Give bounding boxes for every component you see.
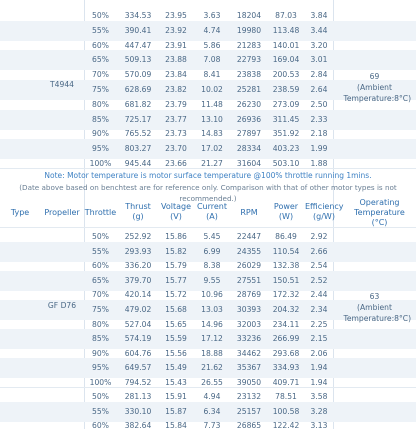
- header-current-unit: (A): [206, 212, 218, 221]
- current-cell: 5.86: [203, 40, 221, 50]
- voltage-cell: 15.91: [165, 392, 187, 401]
- current-cell: 9.55: [203, 275, 221, 285]
- efficiency-cell: 2.15: [310, 334, 328, 344]
- table-row: [0, 416, 416, 436]
- bottom-temp-value: 63: [369, 292, 380, 301]
- rpm-cell: 22793: [236, 55, 262, 65]
- header-propeller: Propeller: [44, 208, 80, 217]
- header-voltage-label: Voltage: [160, 202, 191, 211]
- header-throttle: Throttle: [84, 208, 117, 217]
- header-temp-unit: (°C): [371, 218, 388, 227]
- efficiency-cell: 2.54: [310, 261, 328, 271]
- throttle-cell: 50%: [92, 11, 109, 20]
- top-temp-note: [333, 82, 416, 104]
- thrust-cell: 527.04: [124, 319, 152, 329]
- rpm-cell: 28769: [236, 290, 262, 300]
- top-temp-note-text: (Ambient Temperature:8°C): [343, 83, 412, 103]
- current-cell: 17.12: [201, 334, 223, 344]
- rpm-cell: 30393: [236, 305, 262, 314]
- rpm-cell: 23132: [236, 392, 262, 401]
- rpm-cell: 31604: [236, 159, 262, 168]
- efficiency-cell: 3.58: [310, 392, 328, 401]
- current-cell: 13.03: [201, 305, 223, 314]
- voltage-cell: 15.43: [165, 378, 187, 387]
- voltage-cell: 15.87: [165, 406, 187, 416]
- header-temp-label: Operating: [359, 198, 400, 207]
- efficiency-cell: 2.06: [310, 348, 328, 358]
- thrust-cell: 281.13: [124, 392, 152, 401]
- efficiency-cell: 3.84: [310, 11, 328, 20]
- rpm-cell: 26230: [236, 99, 262, 109]
- top-temp-value: 69: [369, 72, 380, 81]
- rpm-cell: 26865: [236, 421, 262, 431]
- throttle-cell: 65%: [92, 55, 109, 65]
- header-thrust-label: Thrust: [125, 202, 151, 211]
- rpm-cell: 21283: [236, 40, 262, 50]
- voltage-cell: 15.72: [165, 290, 187, 300]
- header-power-unit: (W): [278, 212, 294, 221]
- thrust-cell: 803.27: [124, 144, 152, 154]
- efficiency-cell: 3.13: [310, 421, 328, 431]
- note-motor-temp: Note: Motor temperature is motor surface temperature @100% throttle running 1mins.: [44, 171, 372, 180]
- header-efficiency-label: Efficiency: [305, 202, 344, 211]
- rpm-cell: 26936: [236, 114, 262, 124]
- power-cell: 200.53: [272, 70, 300, 80]
- thrust-cell: 570.09: [124, 70, 152, 80]
- voltage-cell: 23.95: [165, 11, 187, 20]
- header-power-label: Power: [273, 202, 299, 211]
- power-cell: 238.59: [272, 85, 300, 94]
- current-cell: 26.55: [201, 378, 223, 387]
- rpm-cell: 25281: [236, 85, 262, 94]
- rpm-cell: 19980: [236, 25, 262, 35]
- thrust-cell: 293.93: [124, 246, 152, 256]
- thrust-cell: 649.57: [124, 363, 152, 373]
- thrust-cell: 945.44: [124, 159, 152, 168]
- thrust-cell: 479.02: [124, 305, 152, 314]
- motor-type-t4944: T4944: [50, 80, 74, 89]
- current-cell: 6.34: [203, 406, 221, 416]
- efficiency-cell: 1.88: [310, 159, 328, 168]
- power-cell: 503.10: [272, 159, 300, 168]
- throttle-cell: 55%: [92, 25, 109, 35]
- current-cell: 6.99: [203, 246, 221, 256]
- power-cell: 169.04: [272, 55, 300, 65]
- voltage-cell: 23.66: [165, 159, 187, 168]
- power-cell: 86.49: [275, 232, 297, 241]
- throttle-cell: 90%: [92, 348, 109, 358]
- power-cell: 234.11: [272, 319, 300, 329]
- header-thrust-unit: (g): [132, 212, 144, 221]
- power-cell: 140.01: [272, 40, 300, 50]
- header-thrust: [117, 202, 159, 222]
- thrust-cell: 390.41: [124, 25, 152, 35]
- power-cell: 132.38: [272, 261, 300, 271]
- efficiency-cell: 2.66: [310, 246, 328, 256]
- throttle-cell: 80%: [92, 319, 109, 329]
- current-cell: 4.94: [203, 392, 221, 401]
- current-cell: 11.48: [201, 99, 223, 109]
- throttle-cell: 70%: [92, 70, 109, 80]
- voltage-cell: 15.65: [165, 319, 187, 329]
- thrust-cell: 794.52: [124, 378, 152, 387]
- current-cell: 18.88: [201, 348, 223, 358]
- rpm-cell: 25157: [236, 406, 262, 416]
- throttle-cell: 100%: [89, 378, 112, 387]
- throttle-cell: 55%: [92, 406, 109, 416]
- current-cell: 14.83: [201, 129, 223, 139]
- throttle-cell: 60%: [92, 421, 109, 431]
- efficiency-cell: 1.94: [310, 363, 328, 373]
- throttle-cell: 50%: [92, 392, 109, 401]
- efficiency-cell: 2.44: [310, 290, 328, 300]
- voltage-cell: 23.91: [165, 40, 187, 50]
- thrust-cell: 765.52: [124, 129, 152, 139]
- power-cell: 113.48: [272, 25, 300, 35]
- power-cell: 204.32: [272, 305, 300, 314]
- power-cell: 110.54: [272, 246, 300, 256]
- throttle-cell: 75%: [92, 85, 109, 94]
- throttle-cell: 100%: [89, 159, 112, 168]
- note-benchtest: (Date above based on benchtest are for reference only. Comparison with that of other motor types is not recommended.): [19, 183, 397, 203]
- efficiency-cell: 3.20: [310, 40, 328, 50]
- current-cell: 17.02: [201, 144, 223, 154]
- current-cell: 4.74: [203, 25, 221, 35]
- thrust-cell: 725.17: [124, 114, 152, 124]
- voltage-cell: 15.82: [165, 246, 187, 256]
- rpm-cell: 24355: [236, 246, 262, 256]
- efficiency-cell: 2.34: [310, 305, 328, 314]
- current-cell: 21.62: [201, 363, 223, 373]
- throttle-cell: 60%: [92, 40, 109, 50]
- throttle-cell: 75%: [92, 305, 109, 314]
- voltage-cell: 23.88: [165, 55, 187, 65]
- power-cell: 351.92: [272, 129, 300, 139]
- rpm-cell: 39050: [236, 378, 262, 387]
- thrust-cell: 252.92: [124, 232, 152, 241]
- thrust-cell: 330.10: [124, 406, 152, 416]
- efficiency-cell: 2.92: [310, 232, 328, 241]
- throttle-cell: 55%: [92, 246, 109, 256]
- header-temperature: [343, 198, 416, 228]
- rpm-cell: 27897: [236, 129, 262, 139]
- bottom-temp-note: [333, 302, 416, 324]
- thrust-cell: 447.47: [124, 40, 152, 50]
- header-temp-label2: Temperature: [354, 208, 405, 217]
- thrust-cell: 420.14: [124, 290, 152, 300]
- current-cell: 10.96: [201, 290, 223, 300]
- current-cell: 8.38: [203, 261, 221, 271]
- voltage-cell: 15.84: [165, 421, 187, 431]
- current-cell: 7.73: [203, 421, 221, 431]
- power-cell: 273.09: [272, 99, 300, 109]
- throttle-cell: 90%: [92, 129, 109, 139]
- rpm-cell: 33236: [236, 334, 262, 344]
- power-cell: 403.23: [272, 144, 300, 154]
- voltage-cell: 15.77: [165, 275, 187, 285]
- power-cell: 87.03: [275, 11, 297, 20]
- throttle-cell: 80%: [92, 99, 109, 109]
- rpm-cell: 28334: [236, 144, 262, 154]
- rpm-cell: 22447: [236, 232, 262, 241]
- efficiency-cell: 2.50: [310, 99, 328, 109]
- throttle-cell: 85%: [92, 334, 109, 344]
- header-voltage: [159, 202, 193, 222]
- voltage-cell: 15.68: [165, 305, 187, 314]
- separator: [0, 168, 416, 169]
- rpm-cell: 35367: [236, 363, 262, 373]
- power-cell: 100.58: [272, 406, 300, 416]
- power-cell: 122.42: [272, 421, 300, 431]
- rpm-cell: 34462: [236, 348, 262, 358]
- thrust-cell: 628.69: [124, 85, 152, 94]
- header-efficiency-unit: (g/W): [313, 212, 335, 221]
- power-cell: 172.32: [272, 290, 300, 300]
- header-current-label: Current: [196, 202, 228, 211]
- efficiency-cell: 2.64: [310, 85, 328, 94]
- rpm-cell: 27551: [236, 275, 262, 285]
- current-cell: 8.41: [203, 70, 221, 80]
- current-cell: 21.27: [201, 159, 223, 168]
- power-cell: 293.68: [272, 348, 300, 358]
- voltage-cell: 15.86: [165, 232, 187, 241]
- efficiency-cell: 1.94: [310, 378, 328, 387]
- rpm-cell: 26029: [236, 261, 262, 271]
- power-cell: 409.71: [272, 378, 300, 387]
- throttle-cell: 95%: [92, 144, 109, 154]
- thrust-cell: 574.19: [124, 334, 152, 344]
- thrust-cell: 509.13: [124, 55, 152, 65]
- efficiency-cell: 2.84: [310, 70, 328, 80]
- voltage-cell: 23.84: [165, 70, 187, 80]
- current-cell: 13.10: [201, 114, 223, 124]
- thrust-cell: 336.20: [124, 261, 152, 271]
- header-type: Type: [10, 208, 30, 217]
- voltage-cell: 23.82: [165, 85, 187, 94]
- thrust-cell: 604.76: [124, 348, 152, 358]
- efficiency-cell: 1.99: [310, 144, 328, 154]
- thrust-cell: 334.53: [124, 11, 152, 20]
- current-cell: 14.96: [201, 319, 223, 329]
- thrust-cell: 681.82: [124, 99, 152, 109]
- current-cell: 10.02: [201, 85, 223, 94]
- throttle-cell: 60%: [92, 261, 109, 271]
- efficiency-cell: 2.33: [310, 114, 328, 124]
- voltage-cell: 15.79: [165, 261, 187, 271]
- current-cell: 7.08: [203, 55, 221, 65]
- rpm-cell: 18204: [236, 11, 262, 20]
- efficiency-cell: 3.01: [310, 55, 328, 65]
- propeller-gf-d76: GF D76: [47, 301, 77, 310]
- efficiency-cell: 2.25: [310, 319, 328, 329]
- header-efficiency: [305, 202, 343, 222]
- header-power: [267, 202, 305, 222]
- voltage-cell: 23.79: [165, 99, 187, 109]
- thrust-cell: 382.64: [124, 421, 152, 431]
- throttle-cell: 50%: [92, 232, 109, 241]
- efficiency-cell: 3.44: [310, 25, 328, 35]
- voltage-cell: 23.70: [165, 144, 187, 154]
- voltage-cell: 23.77: [165, 114, 187, 124]
- power-cell: 311.45: [272, 114, 300, 124]
- header-rpm: RPM: [240, 208, 258, 217]
- voltage-cell: 23.73: [165, 129, 187, 139]
- power-cell: 334.93: [272, 363, 300, 373]
- power-cell: 266.99: [272, 334, 300, 344]
- throttle-cell: 95%: [92, 363, 109, 373]
- efficiency-cell: 2.52: [310, 275, 328, 285]
- voltage-cell: 23.92: [165, 25, 187, 35]
- rpm-cell: 23838: [236, 70, 262, 80]
- current-cell: 3.63: [203, 11, 221, 20]
- throttle-cell: 70%: [92, 290, 109, 300]
- efficiency-cell: 2.18: [310, 129, 328, 139]
- header-voltage-unit: (V): [170, 212, 182, 221]
- voltage-cell: 15.56: [165, 348, 187, 358]
- power-cell: 150.51: [272, 275, 300, 285]
- efficiency-cell: 3.28: [310, 406, 328, 416]
- header-current: [193, 202, 231, 222]
- rpm-cell: 32003: [236, 319, 262, 329]
- current-cell: 5.45: [203, 232, 221, 241]
- throttle-cell: 85%: [92, 114, 109, 124]
- thrust-cell: 379.70: [124, 275, 152, 285]
- power-cell: 78.51: [275, 392, 297, 401]
- bottom-temp-note-text: (Ambient Temperature:8°C): [343, 303, 412, 323]
- throttle-cell: 65%: [92, 275, 109, 285]
- table-header: [0, 198, 416, 228]
- voltage-cell: 15.59: [165, 334, 187, 344]
- voltage-cell: 15.49: [165, 363, 187, 373]
